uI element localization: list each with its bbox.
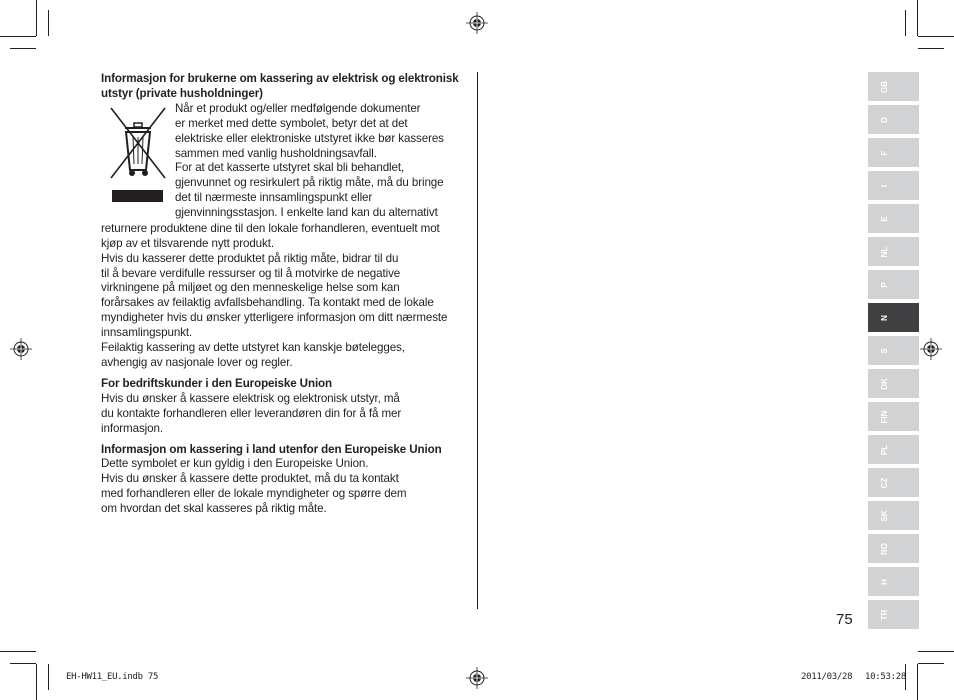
tab-cz[interactable] — [868, 468, 919, 497]
text-line: Hvis du ønsker å kassere dette produktet, må du ta kontakt — [101, 472, 399, 486]
crop-mark — [918, 36, 954, 37]
section-heading-business: For bedriftskunder i den Europeiske Union — [101, 376, 333, 390]
tab-label: I — [880, 184, 889, 187]
crop-mark — [0, 36, 36, 37]
registration-mark-icon — [920, 338, 942, 360]
tab-label: CZ — [880, 477, 889, 488]
tab-i[interactable] — [868, 171, 919, 200]
footer-date: 2011/03/28 — [801, 672, 853, 682]
text-line: kjøp av et tilsvarende nytt produkt. — [101, 236, 274, 250]
crop-mark — [48, 10, 49, 36]
column-divider — [477, 72, 478, 609]
text-line: returnere produktene dine til den lokale forhandleren, eventuelt mot — [101, 221, 440, 235]
tab-label: NL — [880, 246, 889, 257]
text-line: Hvis du kasserer dette produktet på riktig måte, bidrar til du — [101, 251, 399, 265]
tab-h[interactable] — [868, 567, 919, 596]
text-line: med forhandleren eller de lokale myndigheter og spørre dem — [101, 487, 407, 501]
footer-time: 10:53:28 — [865, 672, 906, 682]
registration-mark-icon — [466, 12, 488, 34]
tab-label: N — [880, 314, 889, 321]
tab-ro[interactable] — [868, 534, 919, 563]
text-line: elektriske eller elektroniske utstyret ikke bør kasseres — [175, 131, 444, 145]
tab-label: P — [880, 281, 889, 288]
tab-f[interactable] — [868, 138, 919, 167]
tab-sk[interactable] — [868, 501, 919, 530]
crossed-out-wheelie-bin-icon — [105, 104, 171, 222]
tab-label: H — [880, 578, 889, 585]
text-line: du kontakte forhandleren eller leverandøren din for å få mer — [101, 406, 402, 420]
text-line: avhengig av nasjonale lover og regler. — [101, 355, 293, 369]
content-column — [101, 72, 473, 517]
footer-file: EH-HW11_EU.indb 75 — [66, 672, 159, 682]
crop-mark — [905, 10, 906, 36]
text-line: Hvis du ønsker å kassere elektrisk og elektronisk utstyr, må — [101, 391, 400, 405]
registration-mark-icon — [466, 667, 488, 689]
tab-tr[interactable] — [868, 600, 919, 629]
crop-mark — [10, 663, 36, 664]
text-line: gjenvinningsstasjon. I enkelte land kan du alternativt — [175, 206, 438, 220]
tab-label: SK — [880, 509, 889, 522]
tab-label: TR — [880, 609, 889, 620]
tab-s[interactable] — [868, 336, 919, 365]
text-line: For at det kasserte utstyret skal bli behandlet, — [175, 161, 405, 175]
text-line: til å bevare verdifulle ressurser og til å motvirke de negative — [101, 266, 401, 280]
text-line: Når et produkt og/eller medfølgende dokumenter — [175, 101, 421, 115]
text-line: innsamlingspunkt. — [101, 326, 193, 340]
text-line: det til nærmeste innsamlingspunkt eller — [175, 191, 373, 205]
tab-label: DK — [880, 377, 889, 390]
crop-mark — [918, 651, 954, 652]
wrapped-paragraph — [175, 102, 473, 221]
crop-mark — [10, 48, 36, 49]
text-line: om hvordan det skal kasseres på riktig måte. — [101, 502, 327, 516]
crop-mark — [918, 663, 944, 664]
text-line: Feilaktig kassering av dette utstyret kan kanskje bøtelegges, — [101, 341, 405, 355]
text-line: virkningene på miljøet og den menneskelige helse som kan — [101, 281, 400, 295]
text-line: sammen med vanlig husholdningsavfall. — [175, 146, 377, 160]
tab-d[interactable] — [868, 105, 919, 134]
tab-label: D — [880, 116, 889, 123]
tab-label: RO — [880, 542, 889, 555]
text-line: myndigheter hvis du ønsker ytterligere informasjon om ditt nærmeste — [101, 311, 448, 325]
tab-label: S — [880, 347, 889, 354]
tab-nl[interactable] — [868, 237, 919, 266]
tab-pl[interactable] — [868, 435, 919, 464]
section-heading-outside-eu: Informasjon om kassering i land utenfor den Europeiske Union — [101, 442, 442, 456]
section-heading-private: Informasjon for brukerne om kassering av elektrisk og elektronisk utstyr (private husholdninger) — [101, 72, 459, 100]
text-line: Dette symbolet er kun gyldig i den Europeiske Union. — [101, 457, 369, 471]
tab-label: F — [880, 150, 889, 155]
text-line: gjenvunnet og resirkulert på riktig måte, må du bringe — [175, 176, 444, 190]
crop-mark — [918, 48, 944, 49]
tab-label: E — [880, 215, 889, 222]
text-line: forårsakes av feilaktig avfallsbehandling. Ta kontakt med de lokale — [101, 296, 434, 310]
tab-label: FIN — [880, 410, 889, 423]
tab-dk[interactable] — [868, 369, 919, 398]
crop-mark — [48, 664, 49, 690]
tab-p[interactable] — [868, 270, 919, 299]
text-line: informasjon. — [101, 421, 163, 435]
tab-fin[interactable] — [868, 402, 919, 431]
tab-gb[interactable] — [868, 72, 919, 101]
crop-mark — [917, 0, 918, 36]
crop-mark — [0, 651, 36, 652]
tab-e[interactable] — [868, 204, 919, 233]
crop-mark — [36, 664, 37, 700]
tab-label: GB — [880, 80, 889, 93]
text-line: er merket med dette symbolet, betyr det at det — [175, 116, 408, 130]
registration-mark-icon — [10, 338, 32, 360]
page-number: 75 — [836, 611, 853, 628]
tab-n[interactable] — [868, 303, 919, 332]
tab-label: PL — [880, 444, 889, 455]
crop-mark — [36, 0, 37, 36]
crop-mark — [917, 664, 918, 700]
